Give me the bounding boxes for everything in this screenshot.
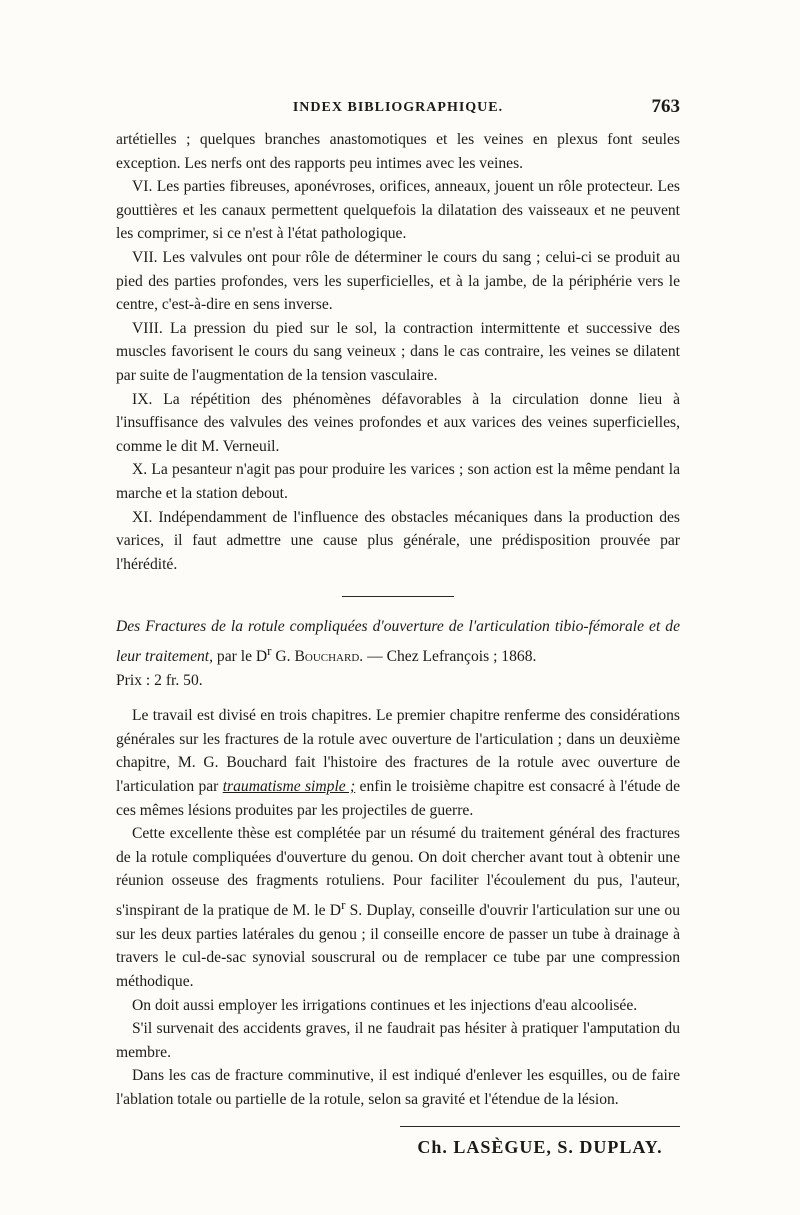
continuation-paragraph: artétielles ; quelques branches anastomotiques et les veines en plexus font seules exception. Les nerfs ont des rapports peu intimes avec les veines. — [116, 131, 680, 172]
conclusion-vi: VI. Les parties fibreuses, aponévroses, orifices, anneaux, jouent un rôle protecteur. Les gouttières et les canaux permettent quelquefois la dilatation des vaisseaux et ne peuvent les comprimer, si ce n'est à l'état pathologique. — [116, 178, 680, 243]
review-author: Bouchard — [294, 648, 360, 666]
conclusion-viii: VIII. La pression du pied sur le sol, la contraction intermittente et successive des muscles favorisent le cours du sang veineux ; dans le cas contraire, les veines se dilatent par suite de l'augmentation de la tension vasculaire. — [116, 319, 680, 384]
section-divider — [342, 596, 454, 597]
review-paragraph-2 — [116, 822, 680, 993]
review-p1-text-a: Le travail est divisé en trois chapitres. Le premier chapitre renferme des considérations générales sur les fractures de la rotule avec ouverture de l'articulation ; dans un deuxième chapitre, M. G. Bouchard fait l'histoire des fractures de la rotule avec ouverture de l'articulation par — [116, 707, 680, 796]
conclusion-vii: VII. Les valvules ont pour rôle de déterminer le cours du sang ; celui-ci se produit au pied des parties profondes, vers les superficielles, et à la jambe, de la périphérie vers le centre, c'est-à-dire en sens inverse. — [116, 248, 680, 314]
review-title — [116, 615, 680, 668]
review-p2-text-a: Cette excellente thèse est complétée par un résumé du traitement général des fractures de la rotule compliquées d'ouverture du genou. On doit chercher avant tout à obtenir une réunion osseuse des fragments rotuliens. Pour faciliter l'écoulement du pus, l'auteur, s'inspirant de la pratique de M. le D — [116, 825, 680, 920]
review-p2-sup: r — [341, 897, 346, 912]
page-body — [116, 128, 680, 1112]
conclusion-x: X. La pesanteur n'agit pas pour produire les varices ; son action est la même pendant la marche et la station debout. — [116, 461, 680, 502]
signature-rule — [400, 1126, 680, 1127]
signature-block — [400, 1126, 680, 1158]
review-paragraph-5: Dans les cas de fracture comminutive, il est indiqué d'enlever les esquilles, ou de faire l'ablation totale ou partielle de la rotule, selon sa gravité et l'étendue de la lésion. — [116, 1067, 680, 1108]
review-paragraph-3: On doit aussi employer les irrigations continues et les injections d'eau alcoolisée. — [132, 996, 638, 1014]
review-dr-sup: r — [267, 642, 272, 658]
review-p2-text-b: S. Duplay, conseille d'ouvrir l'articulation sur une ou sur les deux parties latérales du genou ; il conseille encore de passer un tube à drainage à travers le cul-de-sac synovial souscrural ou de remplacer ce tube par une compression méthodique. — [116, 902, 680, 990]
review-paragraph-4: S'il survenait des accidents graves, il ne faudrait pas hésiter à pratiquer l'amputation du membre. — [116, 1020, 680, 1061]
page-number: 763 — [651, 96, 680, 117]
running-title: INDEX BIBLIOGRAPHIQUE. — [292, 100, 504, 115]
review-paragraph-1 — [116, 704, 680, 822]
conclusion-xi: XI. Indépendamment de l'influence des obstacles mécaniques dans la production des varices, il faut admettre une cause plus générale, une prédisposition prouvée par l'hérédité. — [116, 508, 680, 573]
conclusion-ix: IX. La répétition des phénomènes défavorables à la circulation donne lieu à l'insuffisance des valvules des veines profondes et aux varices des veines superficielles, comme le dit M. Verneuil. — [116, 390, 680, 455]
review-title-italic: Des Fractures de la rotule compliquées d'ouverture de l'articulation tibio-fémorale et de leur traitement, — [116, 618, 680, 666]
review-publisher: . — Chez Lefrançois ; 1868. — [359, 648, 537, 666]
review-price: Prix : 2 fr. 50. — [116, 671, 203, 689]
review-p1-text-b: enfin le troisième chapitre est consacré à l'étude de ces mêmes lésions produites par les projectiles de guerre. — [116, 778, 681, 819]
review-p1-emphasis: traumatisme simple ; — [222, 778, 356, 796]
signature: Ch. LASÈGUE, S. DUPLAY. — [417, 1137, 663, 1157]
page-header — [116, 96, 680, 122]
review-by: par le D — [216, 648, 268, 666]
review-initial: G. — [275, 648, 291, 666]
